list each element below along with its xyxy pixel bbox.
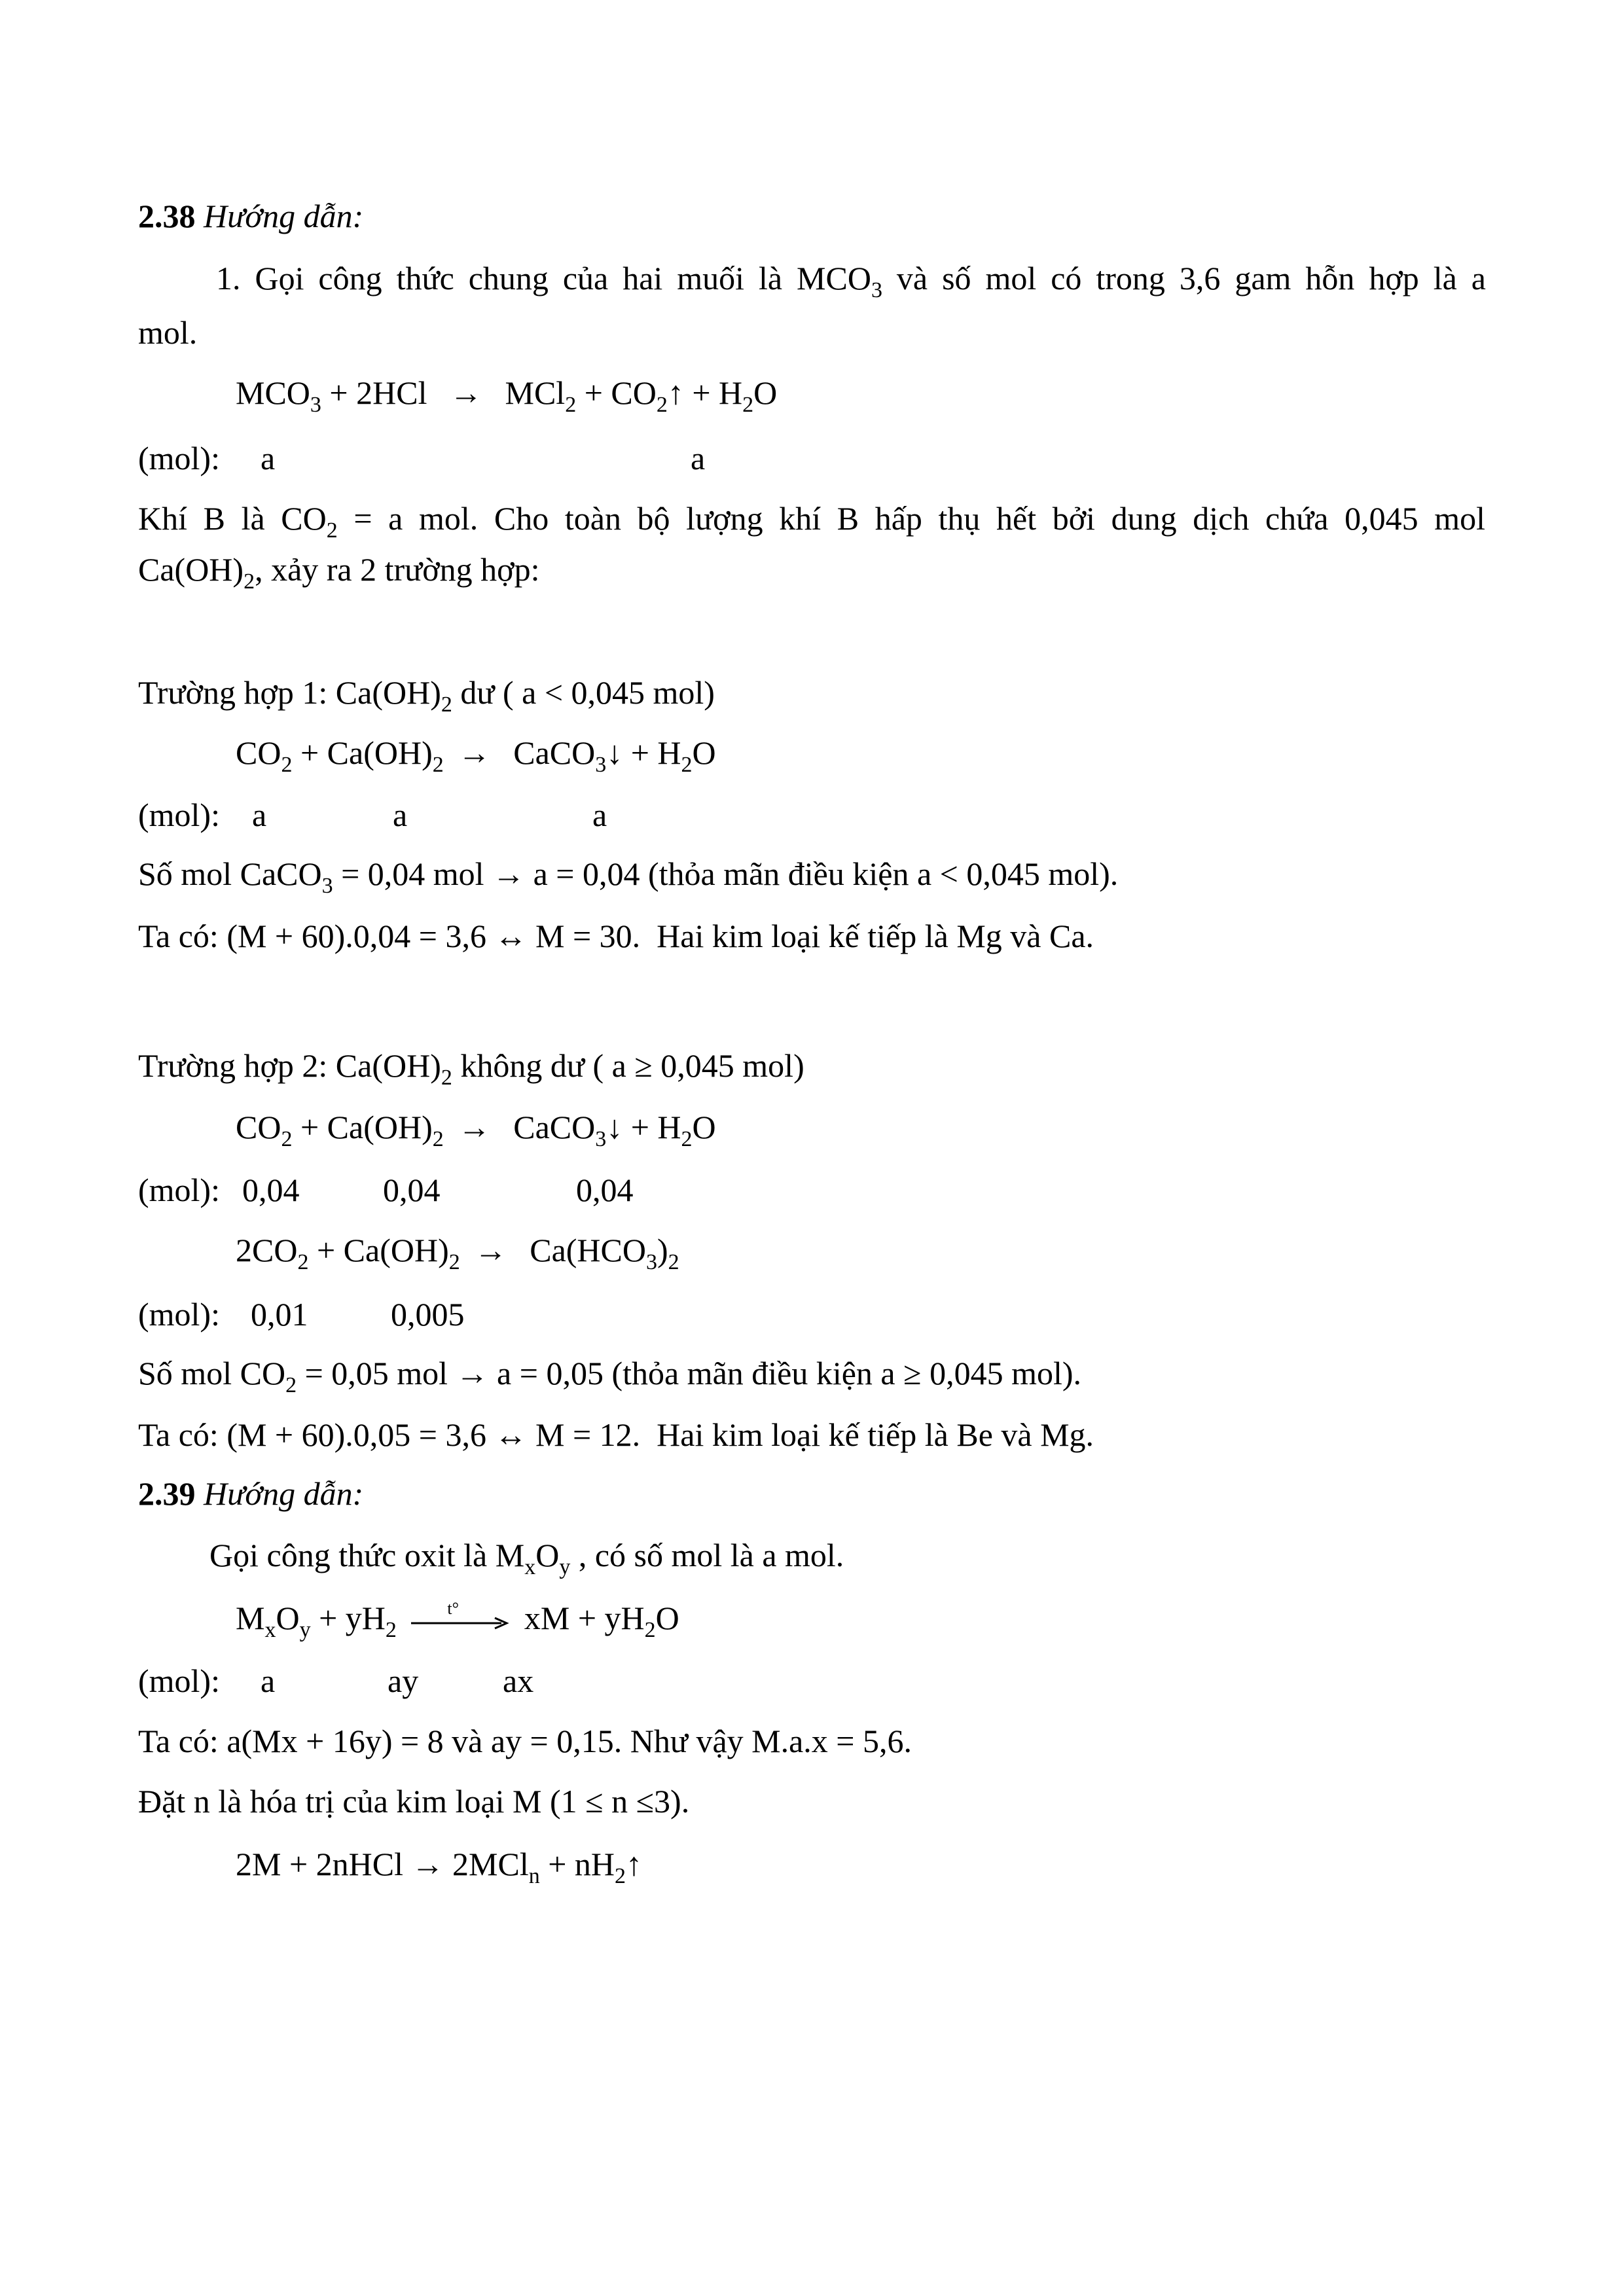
section-number: 2.39: [138, 1475, 196, 1512]
greater-equal-icon: ≥: [903, 1355, 922, 1391]
section-title: Hướng dẫn:: [204, 1475, 364, 1512]
chemical-equation: $MCO_3 + 2HCl \to MCl_2$ + $CO_2↑ + H_2O$: [236, 374, 778, 417]
arrow-icon: →: [456, 1355, 489, 1391]
paragraph-line: Gọi công thức oxit là $M_xO_y$ , có số mol là a mol.: [209, 1537, 844, 1579]
paragraph-line: Đặt n là hóa trị của kim loại M (1 ≤ n ≤3).: [138, 1783, 690, 1820]
paragraph-line: Số mol $CO_2 = 0,05$ mol → a = 0,05 (thỏa mãn điều kiện a ≥ 0,045 mol).: [138, 1355, 1082, 1397]
section-number: 2.38: [138, 198, 196, 234]
precipitate-arrow-icon: ↓: [606, 1109, 623, 1145]
paragraph-line: Ta có: (M + 60).0,04 = 3,6 ↔ M = 30. Hai kim loại kế tiếp là Mg và Ca.: [138, 918, 1094, 954]
arrow-icon: →: [458, 1109, 491, 1145]
paragraph-line: mol.: [138, 314, 198, 351]
equivalence-arrow-icon: ↔: [494, 1416, 528, 1453]
arrow-icon: →: [474, 1232, 507, 1268]
gas-arrow-icon: ↑: [626, 1846, 643, 1882]
precipitate-arrow-icon: ↓: [606, 734, 623, 771]
greater-equal-icon: ≥: [634, 1047, 653, 1084]
case-heading: Trường hợp 2: $Ca(OH)_2$ không dư ( a ≥ 0,045 mol): [138, 1047, 804, 1090]
paragraph-line: 1. Gọi công thức chung của hai muối là $MCO_3$ và số mol có trong 3,6 gam hỗn hợp là a: [216, 260, 1486, 302]
long-arrow-icon: [411, 1609, 509, 1635]
section-heading-2-38: [138, 196, 363, 236]
case-heading: Trường hợp 1: $Ca(OH)_2$ dư ( a < 0,045 mol): [138, 674, 715, 717]
paragraph-line: Ta có: (M + 60).0,05 = 3,6 ↔ M = 12. Hai kim loại kế tiếp là Be và Mg.: [138, 1416, 1094, 1453]
chemical-equation: $M_xO_y + yH_2$ t° xM + $yH_2O$: [236, 1598, 679, 1642]
arrow-icon: →: [411, 1846, 444, 1882]
reaction-arrow: [411, 1598, 509, 1635]
arrow-icon: →: [458, 734, 491, 771]
chemical-equation: $CO_2 + Ca(OH)_2$ → CaCO$_3$↓ + $H_2O$: [236, 1109, 716, 1151]
chemical-equation: $2CO_2 + Ca(OH)_2 \to Ca(HCO_3)_2$: [236, 1232, 679, 1274]
equivalence-arrow-icon: ↔: [494, 918, 528, 954]
section-heading-2-39: [138, 1474, 363, 1513]
arrow-icon: →: [492, 855, 526, 892]
paragraph-line: Ta có: a(Mx + 16y) = 8 và ay = 0,15. Như vậy M.a.x = 5,6.: [138, 1723, 912, 1759]
arrow-icon: →: [449, 374, 482, 411]
chemical-equation: $CO_2 + Ca(OH)_2$ → CaCO$_3$↓ + $H_2O$: [236, 734, 716, 777]
gas-arrow-icon: ↑: [667, 374, 684, 411]
temperature-condition: t°: [447, 1598, 460, 1618]
paragraph-line: Khí B là $CO_2 = a$ mol. Cho toàn bộ lượng khí B hấp thụ hết bởi dung dịch chứa 0,045 mol: [138, 500, 1485, 543]
paragraph-line: $Ca(OH)_2$, xảy ra 2 trường hợp:: [138, 551, 540, 594]
paragraph-line: Số mol CaCO$_3$ = 0,04 mol → a = 0,04 (thỏa mãn điều kiện a < 0,045 mol).: [138, 855, 1119, 898]
chemical-equation: 2M + 2nHCl → $2MCl_n + nH_2↑$: [236, 1846, 643, 1888]
section-title: Hướng dẫn:: [204, 198, 364, 234]
